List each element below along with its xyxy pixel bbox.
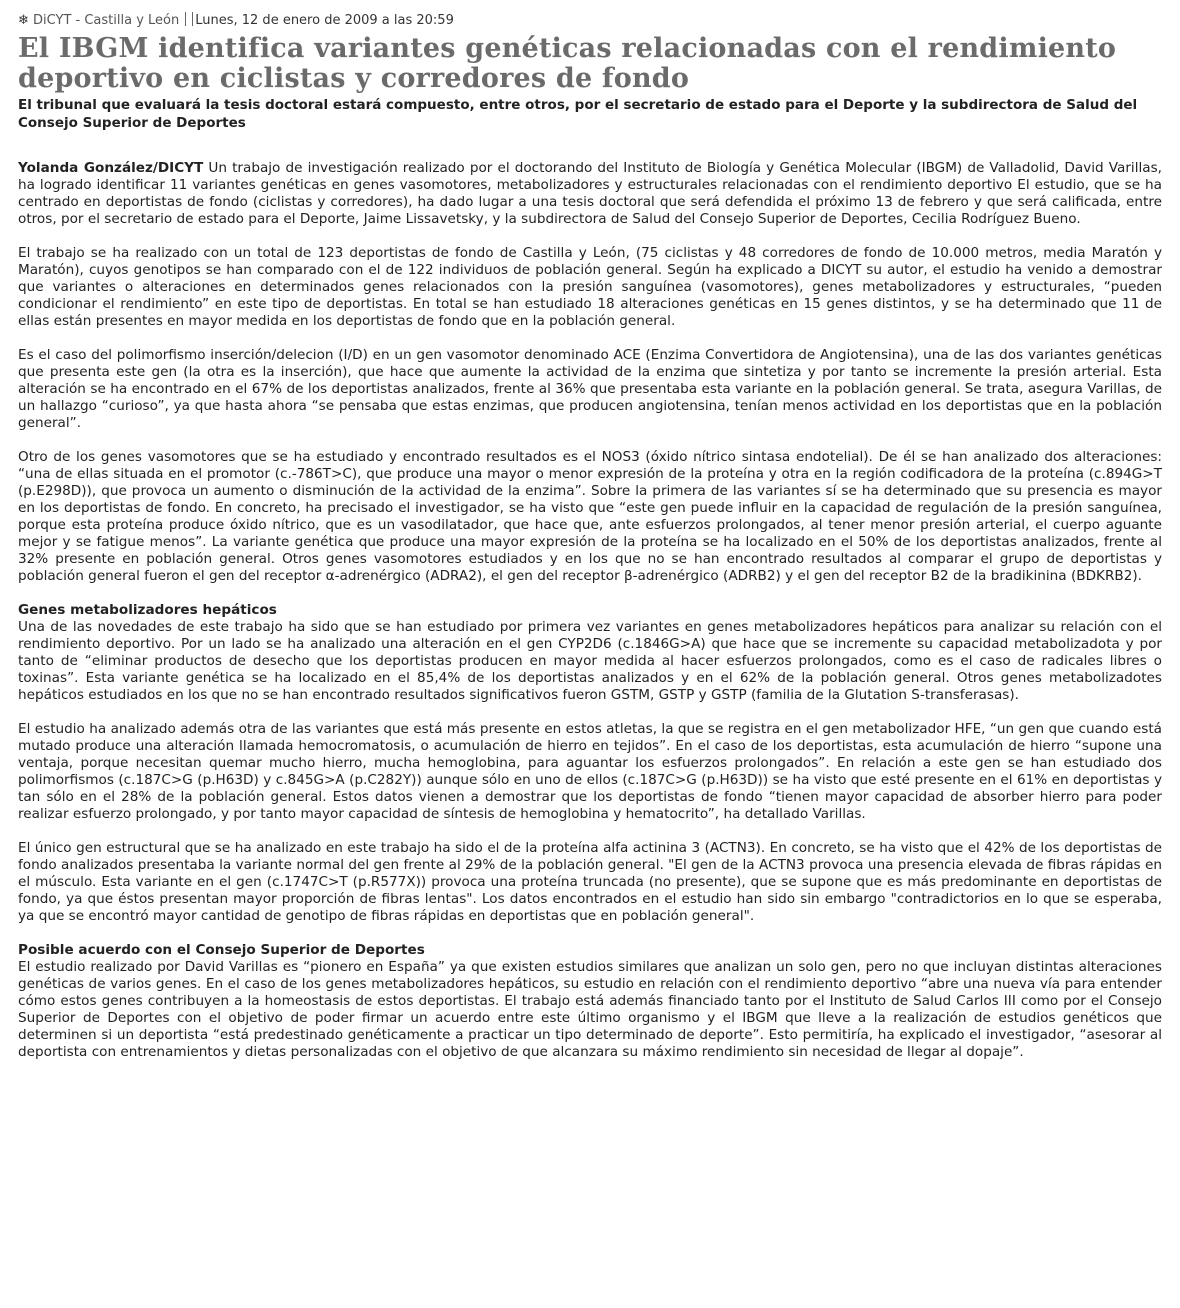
snowflake-icon: ❄ (18, 13, 29, 28)
article-page (18, 12, 1162, 1078)
paragraph: Es el caso del polimorfismo inserción/delecion (I/D) en un gen vasomotor denominado ACE (Enzima Convertidora de Angiotensina), una de las dos variantes genéticas que presenta este gen (la otra es la inserción), que hace que aumente la actividad de la enzima que sintetiza y por tanto se incremente la presión arterial. Esta alteración se ha encontrado en el 67% de los deportistas analizados, frente al 36% que presentaba esta variante en la población general. Se trata, asegura Varillas, de un hallazgo “curioso”, ya que hasta ahora “se pensaba que estas enzimas, que producen angiotensina, tenían menos actividad en los deportistas que en la población general”. (18, 347, 1162, 431)
source-label: DiCYT - Castilla y León (33, 13, 180, 28)
section-heading: Genes metabolizadores hepáticos (18, 602, 277, 618)
paragraph: El estudio realizado por David Varillas es “pionero en España” ya que existen estudios similares que analizan un solo gen, pero no que incluyan distintas alteraciones genéticas de varios genes. En el caso de los genes metabolizadores hepáticos, su estudio en relación con el rendimiento deportivo “abre una nueva vía para entender cómo estos genes contribuyen a la homeostasis de estos deportistas. El trabajo está además financiado tanto por el Instituto de Salud Carlos III como por el Consejo Superior de Deportes con el objetivo de poder firmar un acuerdo entre este último organismo y el IBGM que lleve a la realización de estudios genéticos que determinen si un deportista “está predestinado genéticamente a practicar un tipo determinado de deporte”. Esto permitiría, ha explicado el investigador, “asesorar al deportista con entrenamientos y dietas personalizadas con el objetivo de que alcanzara su máximo rendimiento sin necesidad de llegar al dopaje”. (18, 959, 1162, 1060)
publish-date: Lunes, 12 de enero de 2009 a las 20:59 (195, 13, 454, 28)
article-title: El IBGM identifica variantes genéticas relacionadas con el rendimiento deportivo en ciclistas y corredores de fondo (18, 33, 1117, 94)
paragraph (18, 160, 1162, 228)
section-heading: Posible acuerdo con el Consejo Superior de Deportes (18, 942, 425, 958)
paragraph: El único gen estructural que se ha analizado en este trabajo ha sido el de la proteína alfa actinina 3 (ACTN3). En concreto, se ha visto que el 42% de los deportistas de fondo analizados presentaba la variante normal del gen frente al 29% de la población general. "El gen de la ACTN3 provoca una presencia elevada de fibras rápidas en el músculo. Esta variante en el gen (c.1747C>T (p.R577X)) provoca una proteína truncada (no presente), que se supone que es más predominante en deportistas de fondo, ya que éstos presentan mayor proporción de fibras lentas". Los datos encontrados en el estudio han sido sin embargo "contradictorios en lo que se esperaba, ya que se encontró mayor cantidad de genotipo de fibras rápidas en deportistas que en población general". (18, 840, 1162, 924)
paragraph-text: Un trabajo de investigación realizado por el doctorando del Instituto de Biología y Genética Molecular (IBGM) de Valladolid, David Varillas, ha logrado identificar 11 variantes genéticas en genes vasomotores, metabolizadores y estructurales relacionadas con el rendimiento deportivo El estudio, que se ha centrado en deportistas de fondo (ciclistas y corredores), ha dado lugar a una tesis doctoral que será defendida el próximo 13 de febrero y que será calificada, entre otros, por el secretario de estado para el Deporte, Jaime Lissavetsky, y la subdirectora de Salud del Consejo Superior de Deportes, Cecilia Rodríguez Bueno. (18, 160, 1163, 227)
author-byline: Yolanda González/DICYT (18, 160, 204, 176)
separator (185, 12, 186, 26)
article-meta (18, 12, 1162, 30)
separator (192, 12, 193, 26)
paragraph: El estudio ha analizado además otra de las variantes que está más presente en estos atletas, la que se registra en el gen metabolizador HFE, “un gen que cuando está mutado produce una alteración llamada hemocromatosis, o acumulación de hierro en tejidos”. En el caso de los deportistas, esta acumulación de hierro “supone una ventaja, porque necesitan quemar mucho hierro, mucha hemoglobina, para aguantar los esfuerzos prolongados”. En relación a este gen se han estudiado dos polimorfismos (c.187C>G (p.H63D) y c.845G>A (p.C282Y)) aunque sólo en uno de ellos (c.187C>G (p.H63D)) se ha visto que esté presente en el 61% en deportistas y tan sólo en el 28% de la población general. Estos datos vienen a demostrar que los deportistas de fondo “tienen mayor capacidad de absorber hierro para poder realizar esfuerzo prolongado, y por tanto mayor capacidad de síntesis de hemoglobina y hematocrito”, ha detallado Varillas. (18, 721, 1162, 822)
article-body (18, 160, 1162, 1061)
paragraph: Una de las novedades de este trabajo ha sido que se han estudiado por primera vez variantes en genes metabolizadores hepáticos para analizar su relación con el rendimiento deportivo. Por un lado se ha analizado una alteración en el gen CYP2D6 (c.1846G>A) que hace que se incremente su capacidad metabolizadota y por tanto de “eliminar productos de desecho que los deportistas producen en mayor medida al hacer esfuerzos prolongados, como es el caso de radicales libres o toxinas”. Esta variante genética se ha localizado en el 85,4% de los deportistas analizados y en el 62% de la población general. Otros genes metabolizadotes hepáticos estudiados en los que no se han encontrado resultados significativos fueron GSTM, GSTP y GSTP (familia de la Glutation S-transferasas). (18, 619, 1162, 703)
article-subtitle: El tribunal que evaluará la tesis doctoral estará compuesto, entre otros, por el secretario de estado para el Deporte y la subdirectora de Salud del Consejo Superior de Deportes (18, 97, 1138, 131)
paragraph: El trabajo se ha realizado con un total de 123 deportistas de fondo de Castilla y León, (75 ciclistas y 48 corredores de fondo de 10.000 metros, media Maratón y Maratón), cuyos genotipos se han comparado con el de 122 individuos de población general. Según ha explicado a DICYT su autor, el estudio ha venido a demostrar que variantes o alteraciones en determinados genes relacionados con la presión sanguínea (vasomotores), genes metabolizadores y estructurales, “pueden condicionar el rendimiento” en este tipo de deportistas. En total se han estudiado 18 alteraciones genéticas en 15 genes distintos, y se ha determinado que 11 de ellas están presentes en mayor medida en los deportistas de fondo que en la población general. (18, 245, 1162, 329)
paragraph: Otro de los genes vasomotores que se ha estudiado y encontrado resultados es el NOS3 (óxido nítrico sintasa endotelial). De él se han analizado dos alteraciones: “una de ellas situada en el promotor (c.-786T>C), que produce una mayor o menor expresión de la proteína y otra en la región codificadora de la proteína (c.894G>T (p.E298D)), que provoca un aumento o disminución de la actividad de la enzima”. Sobre la primera de las variantes sí se ha determinado que su presencia es mayor en los deportistas de fondo. En concreto, ha precisado el investigador, se ha visto que “este gen puede influir en la capacidad de regulación de la presión sanguínea, porque esta proteína produce óxido nítrico, que es un vasodilatador, que hace que, ante esfuerzos prolongados, al tener menor presión arterial, el cuerpo aguante mejor y se fatigue menos”. La variante genética que produce una mayor expresión de la proteína se ha localizado en el 50% de los deportistas analizados, frente al 32% presente en población general. Otros genes vasomotores estudiados y en los que no se han encontrado resultados al comparar el grupo de deportistas y población general fueron el gen del receptor α-adrenérgico (ADRA2), el gen del receptor β-adrenérgico (ADRB2) y el gen del receptor B2 de la bradikinina (BDKRB2). (18, 449, 1162, 584)
